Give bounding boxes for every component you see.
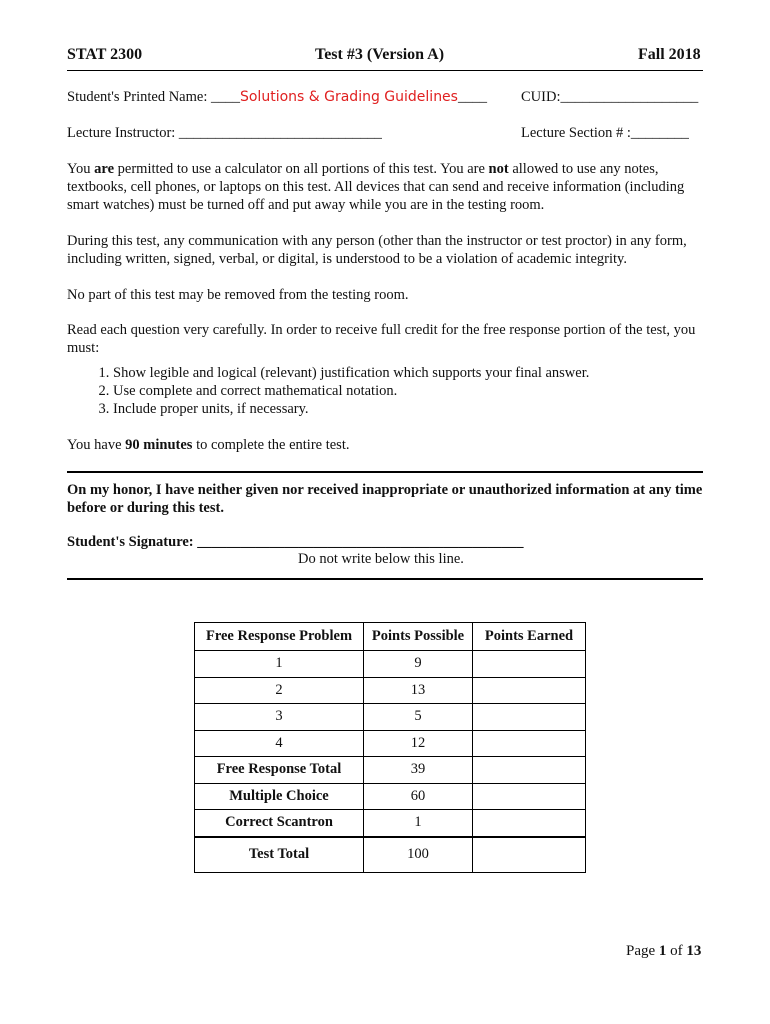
table-row <box>195 783 586 810</box>
honor-top-divider <box>67 471 703 473</box>
grades-table <box>194 622 586 873</box>
problem-label: 3 <box>195 704 364 731</box>
do-not-write-note: Do not write below this line. <box>298 551 464 567</box>
free-response-total-label: Free Response Total <box>195 757 364 784</box>
course-title: STAT 2300 <box>67 46 143 63</box>
table-row <box>195 757 586 784</box>
points-possible: 1 <box>364 810 473 837</box>
requirements-list <box>67 364 589 418</box>
problem-label: 2 <box>195 677 364 704</box>
test-title: Test #3 (Version A) <box>315 46 445 63</box>
signature-field[interactable]: Student's Signature: _____________________________________________ <box>67 534 524 550</box>
table-row <box>195 677 586 704</box>
header-problem: Free Response Problem <box>195 623 364 651</box>
points-possible: 60 <box>364 783 473 810</box>
instructions-time: You have 90 minutes to complete the entire test. <box>67 437 350 453</box>
points-earned-cell[interactable] <box>473 677 586 704</box>
points-possible: 100 <box>364 837 473 873</box>
points-possible: 12 <box>364 730 473 757</box>
honor-bottom-divider <box>67 578 703 580</box>
instructions-devices: You are permitted to use a calculator on all portions of this test. You are not allowed to use any notes, textbooks, cell phones, or laptops on this test. All devices that can send and receive information (including smart watches) must be turned off and put away while you are in the testing room. <box>67 161 685 213</box>
instructions-read-carefully: Read each question very carefully. In order to receive full credit for the free response portion of the test, you must: <box>67 322 696 356</box>
requirement-item: 1. Show legible and logical (relevant) justification which supports your final answer. <box>113 364 589 382</box>
points-earned-cell[interactable] <box>473 730 586 757</box>
cuid-field[interactable]: CUID:___________________ <box>521 89 699 105</box>
points-possible: 13 <box>364 677 473 704</box>
problem-label: 1 <box>195 651 364 678</box>
test-total-label: Test Total <box>195 837 364 873</box>
points-possible: 9 <box>364 651 473 678</box>
table-row <box>195 651 586 678</box>
lecture-instructor-field[interactable]: Lecture Instructor: ____________________________ <box>67 125 382 141</box>
points-earned-cell[interactable] <box>473 783 586 810</box>
points-earned-cell[interactable] <box>473 810 586 837</box>
printed-name-value: Solutions & Grading Guidelines <box>239 89 458 105</box>
points-earned-cell[interactable] <box>473 704 586 731</box>
multiple-choice-label: Multiple Choice <box>195 783 364 810</box>
points-earned-cell[interactable] <box>473 651 586 678</box>
requirement-item: 3. Include proper units, if necessary. <box>113 400 589 418</box>
table-row <box>195 704 586 731</box>
requirement-item: 2. Use complete and correct mathematical notation. <box>113 382 589 400</box>
instructions-removal: No part of this test may be removed from the testing room. <box>67 287 409 303</box>
page-number: Page 1 of 13 <box>626 943 702 959</box>
header-possible: Points Possible <box>364 623 473 651</box>
table-row <box>195 730 586 757</box>
table-row <box>195 837 586 873</box>
points-possible: 39 <box>364 757 473 784</box>
printed-name-field[interactable] <box>67 89 487 106</box>
points-earned-cell[interactable] <box>473 837 586 873</box>
problem-label: 4 <box>195 730 364 757</box>
instructions-communication: During this test, any communication with any person (other than the instructor or test proctor) in any form, including written, signed, verbal, or digital, is understood to be a violation of academic integrity. <box>67 233 687 267</box>
term-title: Fall 2018 <box>638 46 701 63</box>
header-earned: Points Earned <box>473 623 586 651</box>
printed-name-tail: ____ <box>457 89 487 105</box>
table-header-row <box>195 623 586 651</box>
header-divider <box>67 70 703 71</box>
table-row <box>195 810 586 837</box>
points-earned-cell[interactable] <box>473 757 586 784</box>
printed-name-label: Student's Printed Name: ____ <box>67 89 240 105</box>
lecture-section-field[interactable]: Lecture Section # :________ <box>521 125 689 141</box>
honor-pledge: On my honor, I have neither given nor received inappropriate or unauthorized information at any time before or during this test. <box>67 482 703 516</box>
correct-scantron-label: Correct Scantron <box>195 810 364 837</box>
points-possible: 5 <box>364 704 473 731</box>
